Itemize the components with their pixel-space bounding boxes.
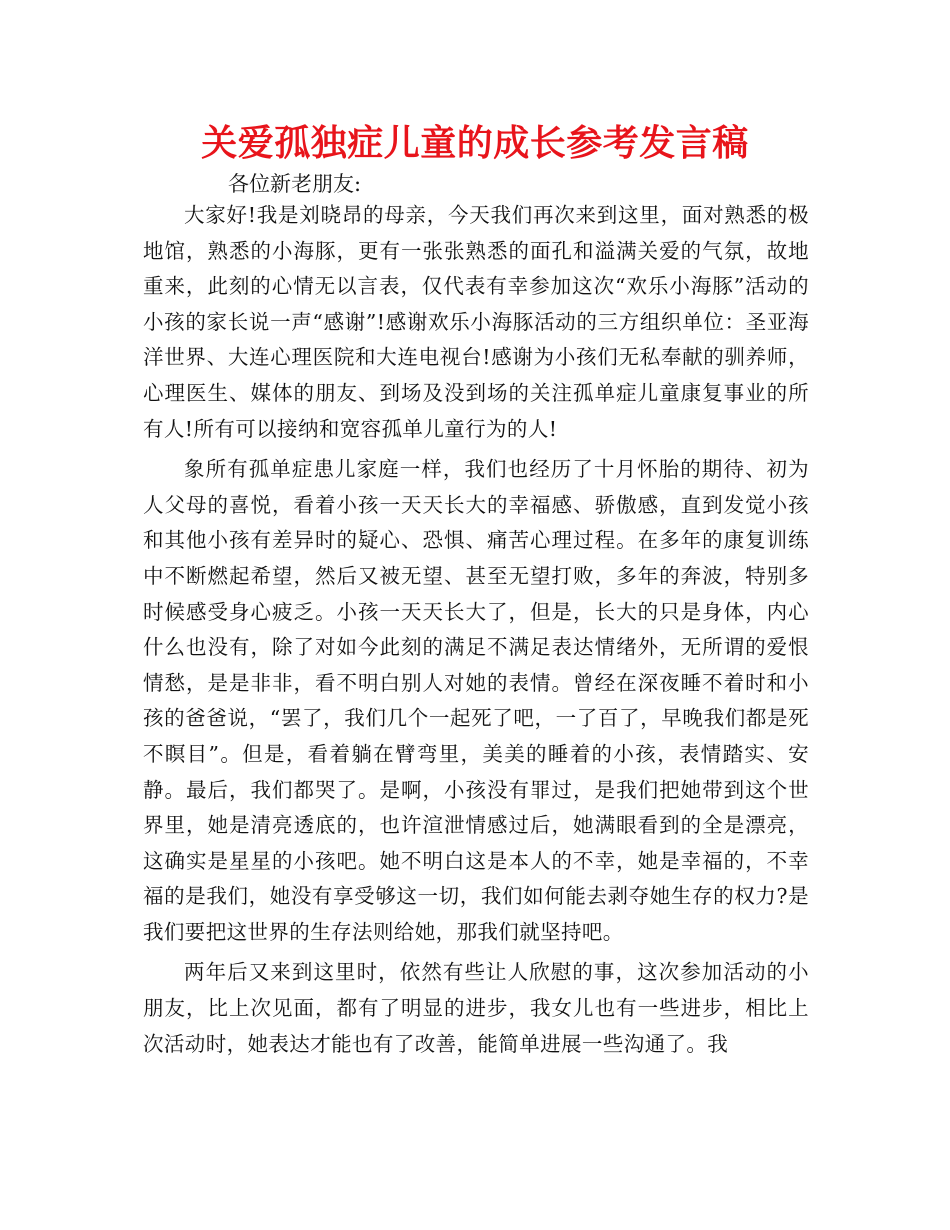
paragraph-3: 两年后又来到这里时，依然有些让人欣慰的事，这次参加活动的小朋友，比上次见面，都有了明显的进步，我女儿也有一些进步，相比上次活动时，她表达才能也有了改善，能简单进展一些沟通了。我 <box>143 960 809 1056</box>
paragraph-1: 大家好!我是刘晓昂的母亲，今天我们再次来到这里，面对熟悉的极地馆，熟悉的小海豚，更有一张张熟悉的面孔和溢满关爱的气氛，故地重来，此刻的心情无以言表，仅代表有幸参加这次“欢乐小海豚”活动的小孩的家长说一声“感谢”!感谢欢乐小海豚活动的三方组织单位：圣亚海洋世界、大连心理医院和大连电视台!感谢为小孩们无私奉献的驯养师，心理医生、媒体的朋友、到场及没到场的关注孤单症儿童康复事业的所有人!所有可以接纳和宽容孤单儿童行为的人! <box>143 203 809 441</box>
salutation: 各位新老朋友: <box>228 172 362 196</box>
document-title: 关爱孤独症儿童的成长参考发言稿 <box>201 123 749 164</box>
paragraph-2: 象所有孤单症患儿家庭一样，我们也经历了十月怀胎的期待、初为人父母的喜悦，看着小孩一天天长大的幸福感、骄傲感，直到发觉小孩和其他小孩有差异时的疑心、恐惧、痛苦心理过程。在多年的康复训练中不断燃起希望，然后又被无望、甚至无望打败，多年的奔波，特别多时候感受身心疲乏。小孩一天天长大了，但是，长大的只是身体，内心什么也没有，除了对如今此刻的满足不满足表达情绪外，无所谓的爱恨情愁，是是非非，看不明白别人对她的表情。曾经在深夜睡不着时和小孩的爸爸说，“罢了，我们几个一起死了吧，一了百了，早晚我们都是死不瞑目”。但是，看着躺在臂弯里，美美的睡着的小孩，表情踏实、安静。最后，我们都哭了。是啊，小孩没有罪过，是我们把她带到这个世界里，她是清亮透底的，也许渲泄情感过后，她满眼看到的全是漂亮，这确实是星星的小孩吧。她不明白这是本人的不幸，她是幸福的，不幸福的是我们，她没有享受够这一切，我们如何能去剥夺她生存的权力?是我们要把这世界的生存法则给她，那我们就坚持吧。 <box>143 457 809 944</box>
document-body <box>143 198 809 1067</box>
